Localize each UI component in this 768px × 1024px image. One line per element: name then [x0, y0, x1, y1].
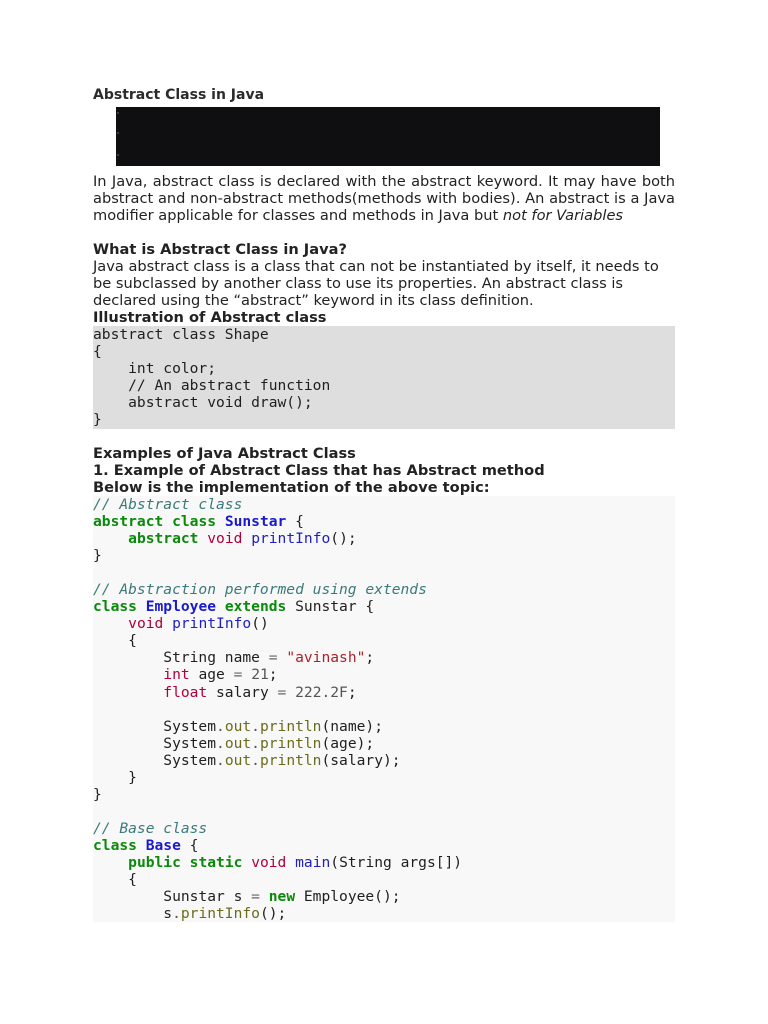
code-line: abstract class Sunstar { [93, 513, 304, 531]
code-line: } [93, 785, 102, 803]
intro-text: In Java, abstract class is declared with the abstract keyword. It may have both abstract and non-abstract methods(methods with bodies). An abstract is a Java modifier applicable for classes and methods in Java but [93, 173, 675, 224]
code-illustration-text: abstract class Shape { int color; // An abstract function abstract void draw(); } [93, 326, 331, 429]
code-line: class Base { [93, 836, 199, 854]
code-line: s.printInfo(); [93, 905, 287, 923]
code-line: void printInfo() [128, 615, 269, 633]
document-title: Abstract Class in Java [93, 87, 265, 103]
heading-example-1: 1. Example of Abstract Class that has Abstract method [93, 462, 545, 479]
paragraph-what-is: Java abstract class is a class that can not be instantiated by itself, it needs to be subclassed by another class to use its properties. An abstract class is declared using the “abstract” keyword in its class definition. [93, 258, 659, 309]
code-line: } [93, 768, 137, 786]
code-line: } [93, 547, 102, 565]
code-line: System.out.println(age); [93, 734, 375, 752]
code-line: { [93, 871, 137, 889]
code-line: abstract void printInfo(); [128, 530, 357, 548]
embedded-dark-image [116, 107, 660, 166]
intro-emphasis: not for Variables [502, 207, 624, 224]
heading-implementation: Below is the implementation of the above topic: [93, 479, 490, 496]
code-line: // Abstraction performed using extends [93, 581, 427, 599]
code-line: int age = 21; [163, 666, 278, 684]
code-line: System.out.println(salary); [93, 751, 401, 769]
code-line: System.out.println(name); [93, 717, 383, 735]
heading-illustration: Illustration of Abstract class [93, 309, 327, 326]
code-line: Sunstar s = new Employee(); [93, 888, 401, 906]
heading-what-is: What is Abstract Class in Java? [93, 241, 347, 258]
code-block-example [93, 496, 675, 922]
code-line: // Abstract class [93, 496, 243, 513]
code-line: String name = "avinash"; [93, 649, 375, 667]
code-line: { [93, 632, 137, 650]
code-line: // Base class [93, 819, 208, 837]
code-line: class Employee extends Sunstar { [93, 598, 375, 616]
intro-paragraph [93, 173, 675, 224]
code-line: float salary = 222.2F; [163, 683, 357, 701]
code-line: public static void main(String args[]) [128, 853, 463, 871]
code-block-illustration [93, 326, 675, 429]
code-example-text [93, 496, 675, 922]
heading-examples: Examples of Java Abstract Class [93, 445, 356, 462]
